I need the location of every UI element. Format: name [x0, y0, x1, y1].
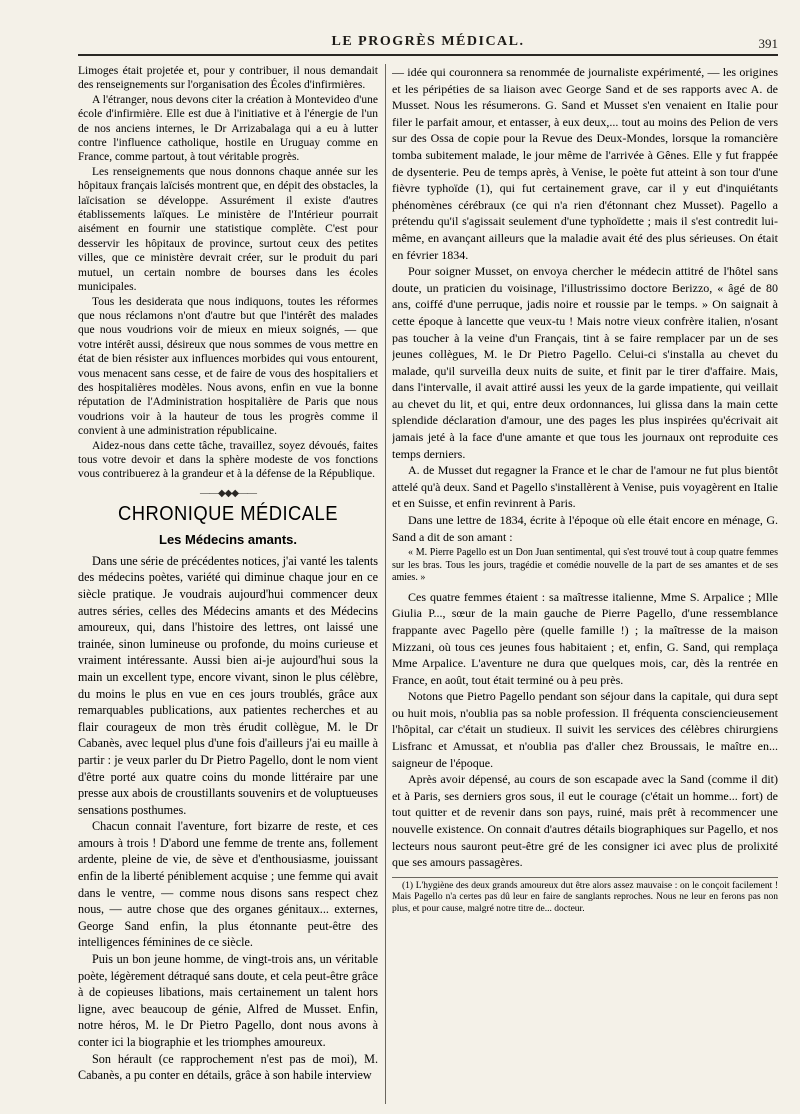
paragraph: — idée qui couronnera sa renommée de journaliste expérimenté, — les origines et les péripéties de sa liaison avec George Sand et de ses rapports avec A. de Musset. Nous les résumerons. G. Sand et Musset s'en venaient en Italie pour filer le parfait amour, et entasser, à eux deux,... tout au moins des Pelion de vers sur des Ossa de copie pour la Revue des Deux-Mondes, lorsque la romancière tomba subitement malade, le jour même de l'arrivée à Gênes. Elle y fut frappée de dysenterie. Peu de temps après, à Venise, le poète fut atteint à son tour d'une fièvre typhoïde (1), qui fut certainement grave, car il y eut d'inquiétants phénomènes cérébraux (ce qui n'a rien d'étonnant chez Musset). Pagello a prétendu qu'il s'agissait seulement d'une typhoïdette ; mais il s'est contredit lui-même, en avançant ailleurs que la maladie avait été des plus sérieuses. On était en février 1834.: [392, 65, 778, 262]
right-column: [392, 64, 778, 1104]
paragraph: Aidez-nous dans cette tâche, travaillez, soyez dévoués, faites tous votre devoir et dans la sphère modeste de vos fonctions vous contribuerez à la grandeur et à la défense de la République.: [78, 439, 378, 481]
paragraph: Dans une série de précédentes notices, j'ai vanté les talents des médecins poètes, variété qui diminue chaque jour en ce siècle pratique. Je voudrais aujourd'hui commencer deux autres séries, celles des Médecins amants et des Médecins amoureux, qui, dans l'histoire des lettres, ont laissé une trainée, sinon lumineuse ou profonde, du moins curieuse et vraiment intéressante. Aussi bien ai-je aujourd'hui sous la main un excellent type, encore vivant, sinon le plus célèbre, du moins le plus en vue en ces jours troublés, grâce aux remarquables publications, aux patientes recherches et au flair courageux de mon très érudit collègue, M. le Dr Cabanès, avec lequel plus d'une fois d'ailleurs j'ai eu maille à partir : je veux parler du Dr Pietro Pagello, dont le nom vient d'être porté aux quatre coins du monde littéraire par une presse aux abois de croustillants souvenirs et de voluptueuses sensations posthumes.: [78, 553, 378, 817]
paragraph: Limoges était projetée et, pour y contribuer, il nous demandait des renseignements sur l'organisation des Écoles d'infirmières.: [78, 65, 378, 92]
paragraph: Pour soigner Musset, on envoya chercher le médecin attitré de l'hôtel sans doute, un praticien du voisinage, l'illustrissimo doctore Berizzo, « âgé de 80 ans, coiffé d'une perruque, jadis noire et roussie par le temps. » On saignait à cette époque à lancette que veux-tu ! Mais notre vieux confrère italien, n'osant pas toucher à la veine d'un Français, tint à se faire remplacer par un de ses jeunes collègues, M. le Dr Pietro Pagello. Celui-ci s'installa au chevet du malade, qu'il surveilla deux nuits de suite, et finit par le tirer d'affaire. Mais, dans l'intervalle, il avait attiré aussi les yeux de la garde impatiente, qui veillait au chevet du lit, et qui, entre deux ordonnances, lui glissa dans la main cette splendide déclaration d'amour, une des pages les plus inspirées qu'écrivait ait jamais jeté à la face d'une amante et que tous les journaux ont reproduite ces temps derniers.: [392, 264, 778, 461]
paragraph: A. de Musset dut regagner la France et le char de l'amour ne fut plus bientôt attelé qu'à deux. Sand et Pagello s'installèrent à Venise, puis voyagèrent en Italie et en Suisse, et enfin revinrent à Paris.: [392, 463, 778, 511]
column-divider: [385, 64, 386, 1104]
left-column: [78, 64, 378, 1104]
paragraph: Après avoir dépensé, au cours de son escapade avec la Sand (comme il dit) et à Paris, ses derniers gros sous, il eut le courage (c'était un homme... fort) de tout quitter et de revenir dans son pays, ruiné, mais prêt à recommencer une nouvelle existence. On connait d'autres détails biographiques sur Pagello, et nos lecteurs nous sauront peut-être gré de les consigner ici avec plus de prolixité que ses amours passagères.: [392, 772, 778, 870]
ornament-divider: ——◆◆◆——: [199, 487, 257, 499]
footnote: (1) L'hygiène des deux grands amoureux dut être alors assez mauvaise : on le conçoit facilement ! Mais Pagello n'a certes pas dû leur en faire de sanglants reproches. Nous ne leur en ferons pas non plus, et pour cause, malgré notre titre de... docteur.: [392, 880, 778, 914]
page-number: 391: [758, 36, 778, 51]
quotation: « M. Pierre Pagello est un Don Juan sentimental, qui s'est trouvé tout à coup quatre femmes sur les bras. Tous les jours, tragédie et comédie nouvelle de la part de ses amantes et de ses amies. »: [392, 547, 778, 584]
columns: [78, 64, 778, 1104]
paragraph: Notons que Pietro Pagello pendant son séjour dans la capitale, qui dura sept ou huit mois, n'oublia pas sa noble profession. Il fréquenta consciencieusement l'hôpital, car c'était un studieux. Il suivit les services des célèbres chirurgiens Lisfranc et Amussat, et n'oublia pas d'aller chez Broussais, le maître en... saigneur de l'époque.: [392, 689, 778, 770]
paragraph: Tous les desiderata que nous indiquons, toutes les réformes que nous réclamons n'ont d'autre but que l'intérêt des malades que nous voudrions voir de mieux en mieux soignés, — que votre intérêt aussi, désireux que nous sommes de vous mettre en état de bien résister aux influences morbides qui vous entourent, vous menacent sans cesse, et de faire de vous des hospitaliers et des hospitalières modèles. Nous avons, enfin en vue la bonne réputation de l'Administration hospitalière de Paris que nous voudrions voir à la hauteur de tous les progrès comme il convient à une administration républicaine.: [78, 295, 378, 438]
paragraph: Son hérault (ce rapprochement n'est pas de moi), M. Cabanès, a pu conter en détails, grâce à son habile interview: [78, 1051, 378, 1083]
paragraph: A l'étranger, nous devons citer la création à Montevideo d'une école d'infirmière. Elle est due à l'initiative et à l'énergie de l'un de nos anciens internes, le Dr Arrizabalaga qui a eu à lutter contre l'influence catholique, hostile en Uruguay comme en France, comme partout, à tout véritable progrès.: [78, 93, 378, 164]
journal-title: LE PROGRÈS MÉDICAL.: [331, 34, 525, 49]
section-title: CHRONIQUE MÉDICALE: [118, 502, 338, 525]
footnote-rule: [392, 877, 778, 878]
page-header: [78, 34, 778, 56]
paragraph: Les renseignements que nous donnons chaque année sur les hôpitaux français laïcisés montrent que, en dépit des obstacles, la laïcisation se développe. Assurément il existe d'autres établissements laïques. Le ministère de l'Intérieur pourrait aisément en fournir une statistique complète. C'est pour desservir les hôpitaux de province, surtout ceux des petites villes, que ce ministère devrait créer, sur le produit du pari mutuel, un certain nombre de bourses dans les écoles municipales.: [78, 165, 378, 294]
paragraph: Chacun connait l'aventure, fort bizarre de reste, et ces amours à trois ! D'abord une femme de trente ans, follement ardente, pleine de vie, de sève et d'enthousiasme, jouissant enfin de la liberté péniblement acquise ; une femme qui avait dans le ventre, — comme nous disons sans respect chez nous, — autre chose que des organes génitaux... externes, George Sand enfin, la plus étonnante peut-être des intelligences féminines de ce siècle.: [78, 819, 378, 950]
paragraph: Puis un bon jeune homme, de vingt-trois ans, un véritable poète, légèrement détraqué sans doute, et cela peut-être grâce à de copieuses libations, mais certainement un talent hors ligne, avec beaucoup de génie, Alfred de Musset. Enfin, notre héros, M. le Dr Pietro Pagello, dont nous avons à conter ici la biographie et les triomphes amoureux.: [78, 952, 378, 1049]
article-title: Les Médecins amants.: [159, 531, 297, 547]
paragraph: Dans une lettre de 1834, écrite à l'époque où elle était encore en ménage, G. Sand a dit de son amant :: [392, 513, 778, 544]
paragraph: Ces quatre femmes étaient : sa maîtresse italienne, Mme S. Arpalice ; Mlle Giulia P..., sœur de la main gauche de Pierre Pagello, d'une ressemblance frappante avec Pagello père (quelle famille !) ; la maîtresse de la maison Mizzani, où tous ces jeunes fous habitaient ; et, enfin, G. Sand, qui remplaça Mme Arpalice. L'aventure ne dura que quelques mois, car, dès la rentrée en France, en août, tout était terminé ou à peu près.: [392, 589, 778, 687]
